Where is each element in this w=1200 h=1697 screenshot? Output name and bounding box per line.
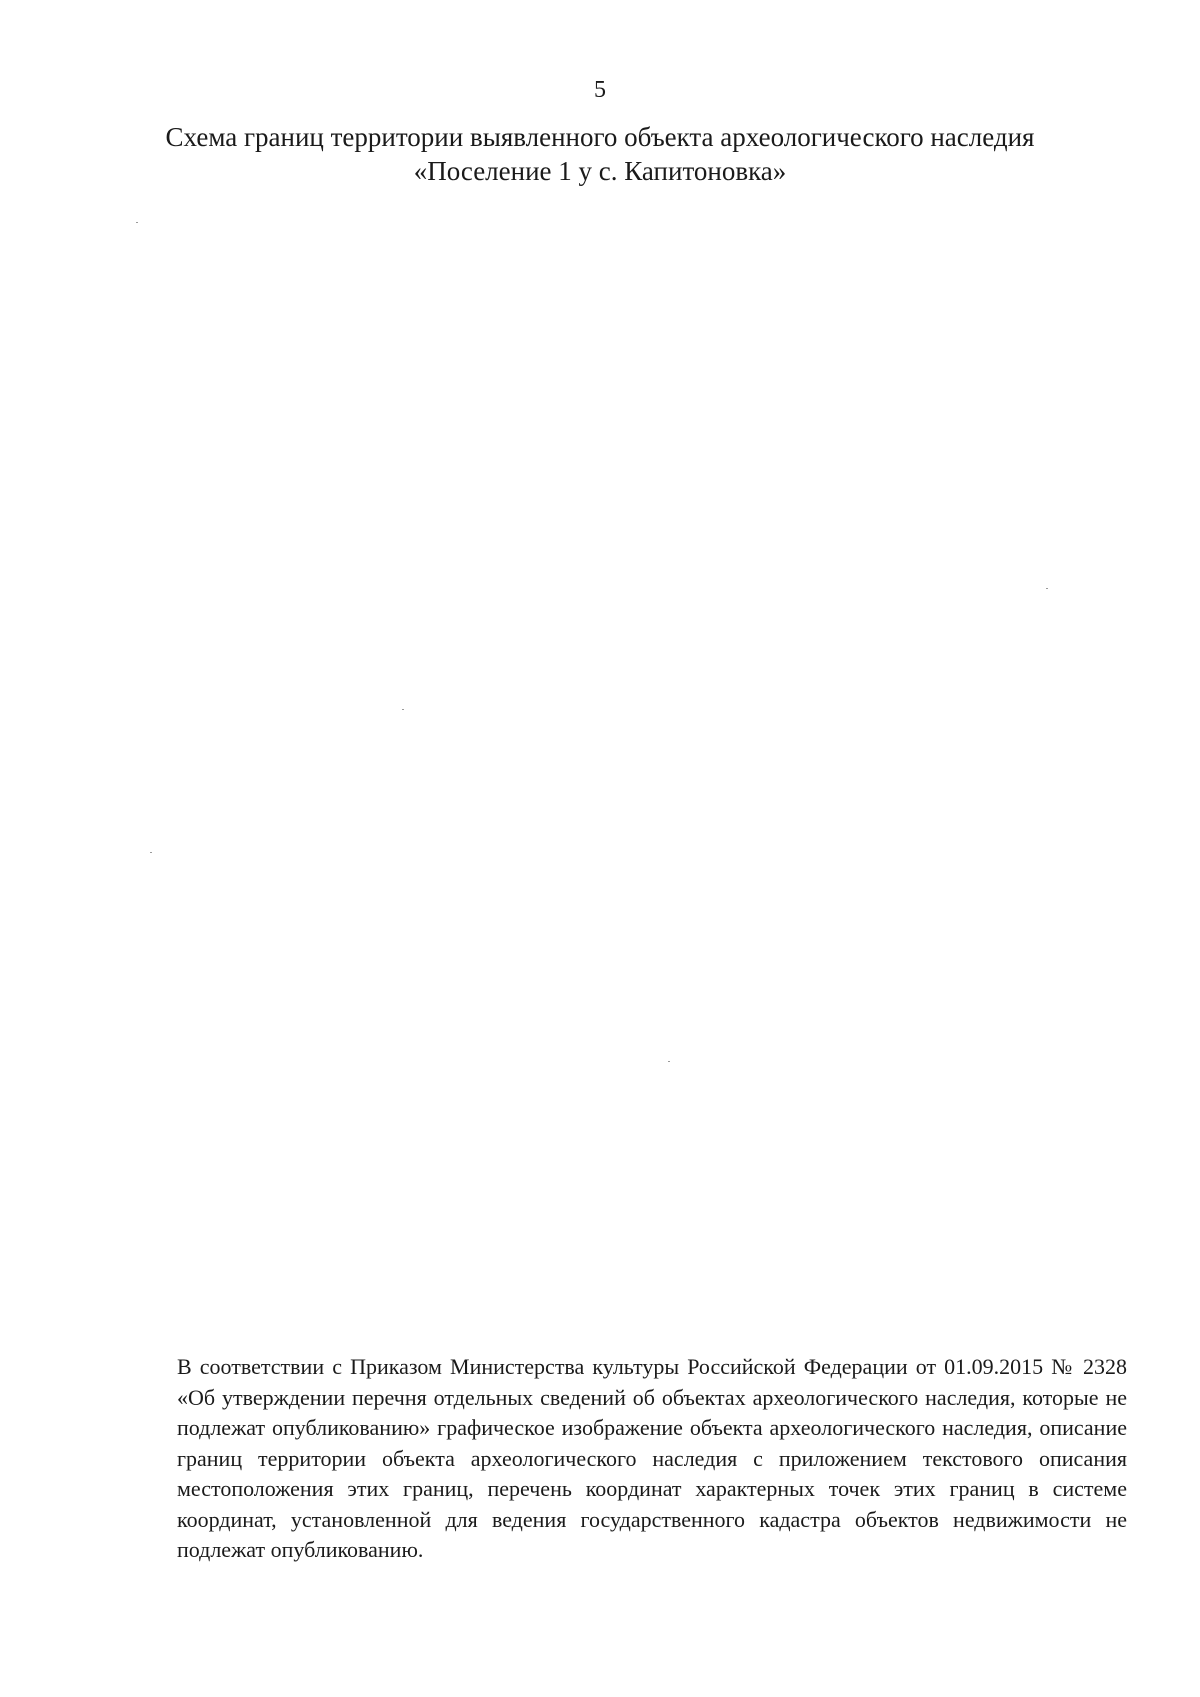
publication-restriction-notice: В соответствии с Приказом Министерства культуры Российской Федерации от 01.09.2015 № 2328 «Об утверждении перечня отдельных сведений об объектах археологического наследия, которые не подлежат опубликованию» графическое изображение объекта археологического наследия, описание границ территории объекта археологического наследия с приложением текстового описания местоположения этих границ, перечень координат характерных точек этих границ в системе координат, установленной для ведения государственного кадастра объектов недвижимости не подлежат опубликованию. xyxy=(177,1354,1127,1562)
scan-speck xyxy=(1046,588,1048,589)
scan-speck xyxy=(150,852,152,853)
scan-speck xyxy=(668,1061,670,1062)
title-line-2: «Поселение 1 у с. Капитоновка» xyxy=(413,156,787,186)
scan-speck xyxy=(402,709,404,710)
scan-speck xyxy=(136,222,138,223)
title-line-1: Схема границ территории выявленного объекта археологического наследия xyxy=(165,122,1035,152)
document-title xyxy=(0,120,1200,188)
page-number: 5 xyxy=(594,77,606,103)
